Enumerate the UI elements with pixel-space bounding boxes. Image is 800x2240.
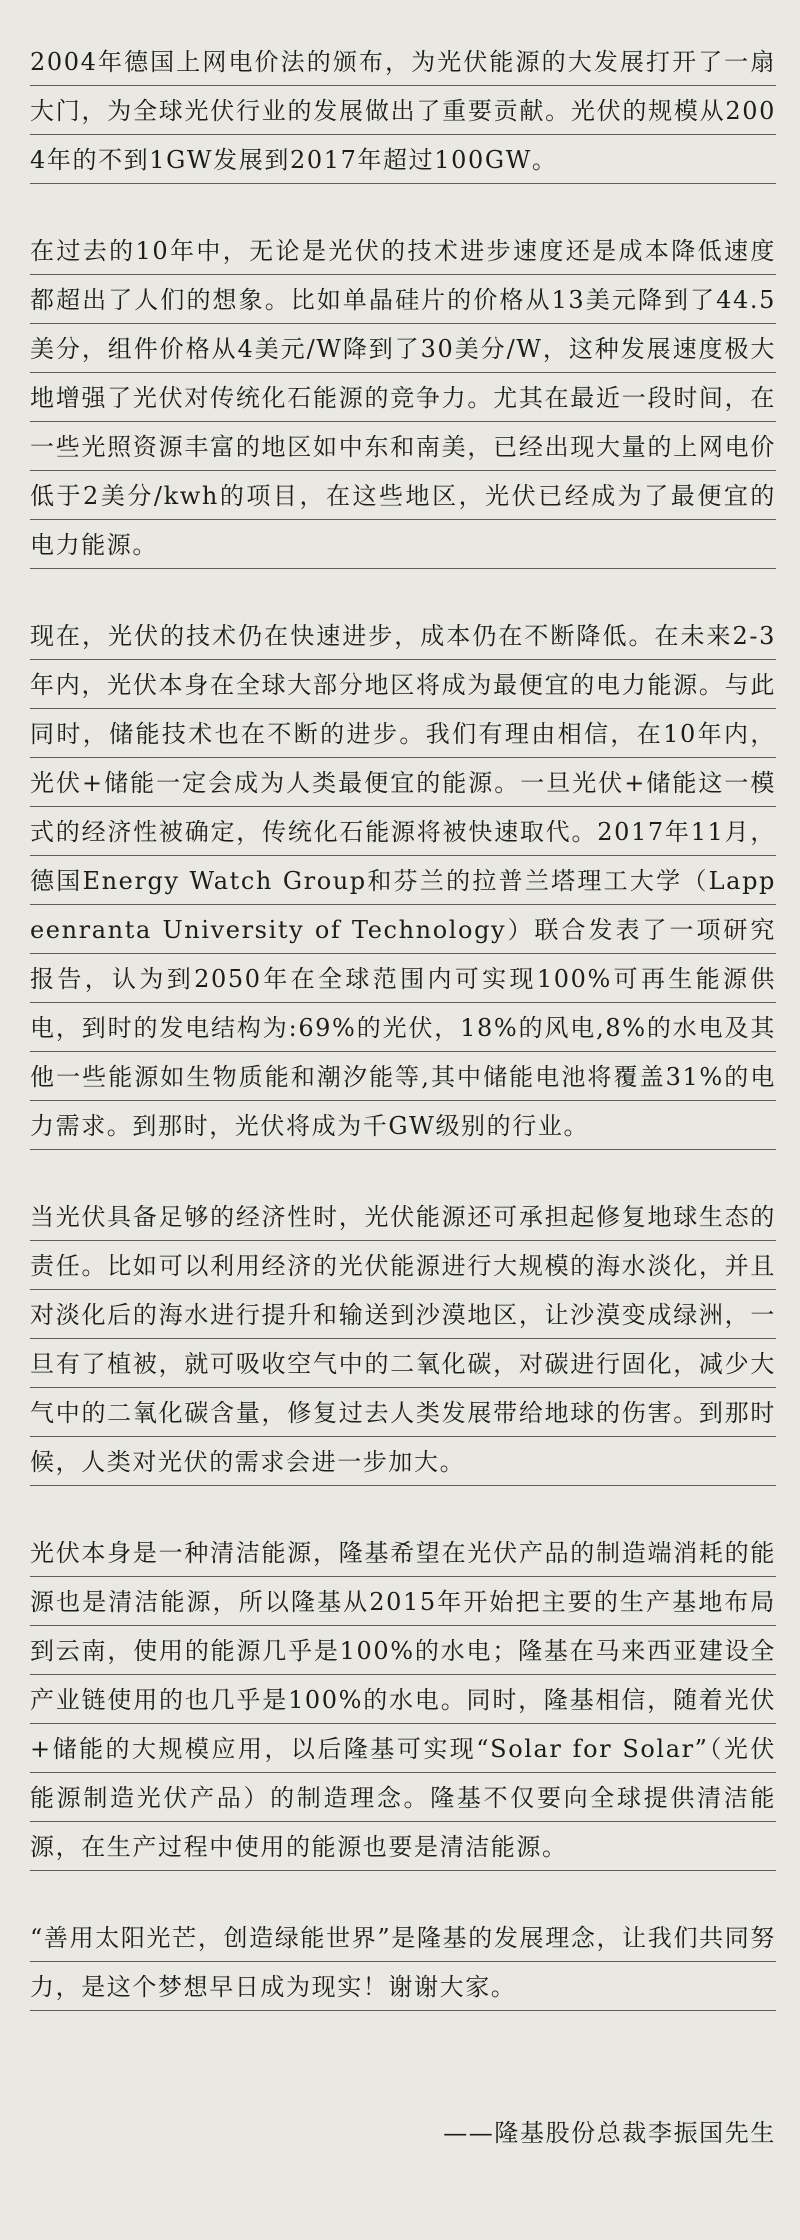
paragraph-future-outlook: 现在，光伏的技术仍在快速进步，成本仍在不断降低。在未来2-3年内，光伏本身在全球大部分地区将成为最便宜的电力能源。与此同时，储能技术也在不断的进步。我们有理由相信，在10年内，光伏+储能一定会成为人类最便宜的能源。一旦光伏+储能这一模式的经济性被确定，传统化石能源将被快速取代。2017年11月，德国Energy Watch Group和芬兰的拉普兰塔理工大学（Lappeenranta University of Technology）联合发表了一项研究报告，认为到2050年在全球范围内可实现100%可再生能源供电，到时的发电结构为:69%的光伏，18%的风电,8%的水电及其他一些能源如生物质能和潮汐能等,其中储能电池将覆盖31%的电力需求。到那时，光伏将成为千GW级别的行业。 — [30, 612, 776, 1151]
paragraph-clean-manufacturing: 光伏本身是一种清洁能源，隆基希望在光伏产品的制造端消耗的能源也是清洁能源，所以隆基从2015年开始把主要的生产基地布局到云南，使用的能源几乎是100%的水电；隆基在马来西亚建设全产业链使用的也几乎是100%的水电。同时，隆基相信，随着光伏+储能的大规模应用，以后隆基可实现“Solar for Solar”（光伏能源制造光伏产品）的制造理念。隆基不仅要向全球提供清洁能源，在生产过程中使用的能源也要是清洁能源。 — [30, 1529, 776, 1872]
paragraph-cost-reduction: 在过去的10年中，无论是光伏的技术进步速度还是成本降低速度都超出了人们的想象。比如单晶硅片的价格从13美元降到了44.5美分，组件价格从4美元/W降到了30美分/W，这种发展速度极大地增强了光伏对传统化石能源的竞争力。尤其在最近一段时间，在一些光照资源丰富的地区如中东和南美，已经出现大量的上网电价低于2美分/kwh的项目，在这些地区，光伏已经成为了最便宜的电力能源。 — [30, 227, 776, 570]
paragraph-closing: “善用太阳光芒，创造绿能世界”是隆基的发展理念，让我们共同努力，是这个梦想早日成为现实！谢谢大家。 — [30, 1914, 776, 2012]
paragraph-ecology: 当光伏具备足够的经济性时，光伏能源还可承担起修复地球生态的责任。比如可以利用经济的光伏能源进行大规模的海水淡化，并且对淡化后的海水进行提升和输送到沙漠地区，让沙漠变成绿洲，一旦有了植被，就可吸收空气中的二氧化碳，对碳进行固化，减少大气中的二氧化碳含量，修复过去人类发展带给地球的伤害。到那时候，人类对光伏的需求会进一步加大。 — [30, 1193, 776, 1487]
paragraph-history: 2004年德国上网电价法的颁布，为光伏能源的大发展打开了一扇大门，为全球光伏行业的发展做出了重要贡献。光伏的规模从2004年的不到1GW发展到2017年超过100GW。 — [30, 38, 776, 185]
author-signature: ——隆基股份总裁李振国先生 — [443, 2119, 776, 2147]
